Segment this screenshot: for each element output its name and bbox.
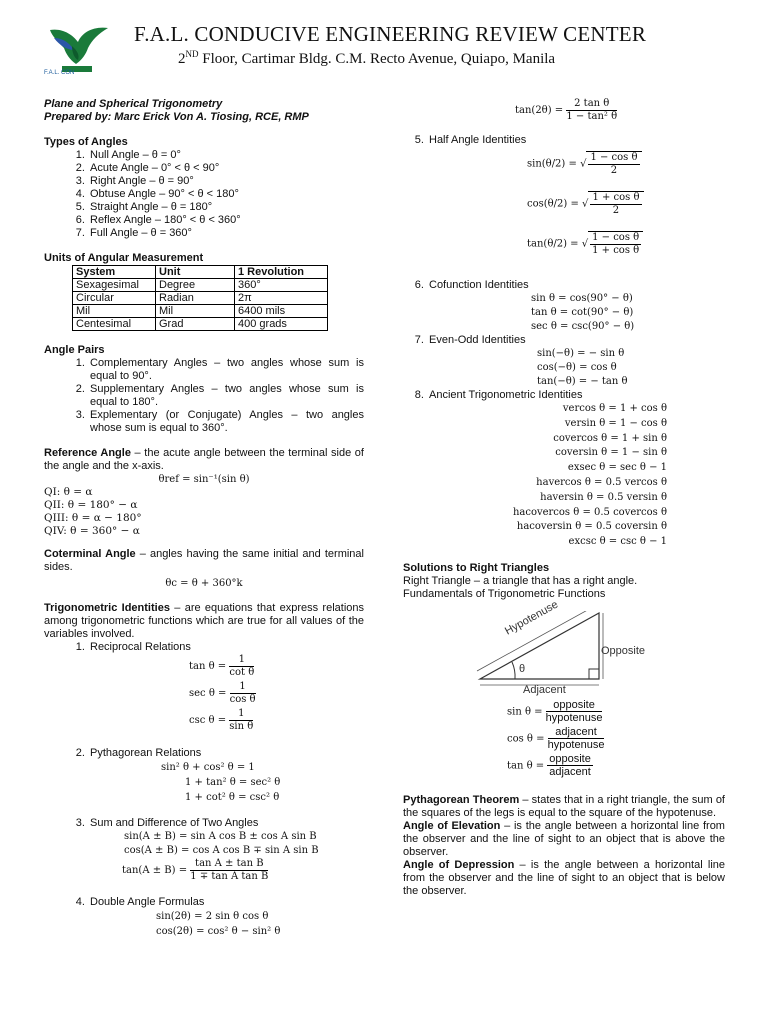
quadrant-line: QII: θ = 180° − α (44, 499, 138, 511)
ancient-line: coversin θ = 1 − sin θ (555, 447, 667, 459)
pythagorean-theorem-def (403, 794, 725, 820)
logo (42, 20, 112, 84)
table-cell: Degree (156, 279, 235, 292)
units-heading: Units of Angular Measurement (44, 252, 204, 264)
definition: – states that in a right triangle, the sum of the squares of the legs is equal to the square of the hypotenuse. (403, 793, 725, 819)
ancient-line: hacoversin θ = 0.5 coversin θ (516, 521, 667, 533)
identities-list-4 (44, 896, 364, 909)
logo-caption: F.A.L. CON (44, 70, 75, 76)
table-cell: Radian (156, 292, 235, 305)
list-item: 5. Straight Angle – θ = 180° (88, 201, 364, 214)
tan-sum-line: tan(A ± B) = $\frac{\text{tan A ± tan B}}{\text{1 ∓ tan A tan B}}$ (122, 858, 269, 882)
ancient-line: covercos θ = 1 + sin θ (553, 432, 667, 444)
list-item: 4. Double Angle Formulas (88, 896, 364, 909)
definition: – is the angle between a horizontal line from the observer and the line of sight to an object that is below the observer. (403, 858, 725, 897)
angle-elevation-def (403, 820, 725, 859)
ancient-block (427, 402, 667, 550)
address-sup: ND (185, 49, 199, 59)
list-item: 7. Even-Odd Identities (427, 334, 725, 347)
table-cell: 400 grads (235, 318, 328, 331)
even-odd-line: sin(−θ) = − sin θ (537, 348, 625, 359)
cofunction-line: sin θ = cos(90° − θ) (531, 293, 633, 304)
tan-double-line: tan(2θ) = $\frac{\text{2 tan θ}}{\text{1 − tan² θ}}$ (515, 98, 618, 122)
list-item: 1. Complementary Angles – two angles whose sum is equal to 90°. (88, 357, 364, 383)
ratio-line: tan θ = $\frac{\text{opposite}}{\text{adjacent}}$ (507, 752, 591, 778)
ancient-line: vercos θ = 1 + cos θ (562, 403, 667, 414)
list-item: 6. Reflex Angle – 180° < θ < 360° (88, 214, 364, 227)
ancient-line: haversin θ = 0.5 versin θ (540, 491, 667, 503)
cofunction-line: sec θ = csc(90° − θ) (531, 321, 635, 332)
half-angle-block (527, 151, 725, 271)
definition: – the acute angle between the terminal side of the angle and the x-axis. (44, 447, 364, 472)
ancient-line: hacovercos θ = 0.5 covercos θ (512, 506, 667, 518)
address-rest: Floor, Cartimar Bldg. C.M. Recto Avenue, Quiapo, Manila (198, 51, 556, 67)
half-angle-line: sin(θ/2) = √ $\frac{\text{1 − cos θ}}{2}$ (527, 151, 725, 191)
table-header: Unit (156, 266, 235, 279)
doc-author: Prepared by: Marc Erick Von A. Tiosing, RCE, RMP (44, 111, 309, 123)
list-item: 3. Explementary (or Conjugate) Angles – two angles whose sum is equal to 360°. (88, 409, 364, 435)
table-cell: 360° (235, 279, 328, 292)
list-item: 1. Null Angle – θ = 0° (88, 149, 364, 162)
term: Coterminal Angle (44, 548, 136, 560)
table-row (73, 279, 328, 292)
reciprocal-line: csc θ = $\frac{1}{\text{sin θ}}$ (189, 708, 254, 732)
ratio-block (507, 699, 725, 780)
term: Angle of Depression (403, 858, 515, 871)
sum-diff-line: sin(A ± B) = sin A cos B ± cos A sin B (124, 831, 317, 842)
half-angle-line: tan(θ/2) = √ $\frac{\text{1 − cos θ}}{\text{1 + cos θ}}$ (527, 231, 725, 271)
table-cell: Mil (73, 305, 156, 318)
reciprocal-line: tan θ = $\frac{1}{\text{cot θ}}$ (189, 654, 255, 678)
identities-list-8 (403, 389, 725, 402)
table-row (73, 305, 328, 318)
pythagorean-line: 1 + tan² θ = sec² θ (185, 777, 281, 788)
quadrant-line: QIV: θ = 360° − α (44, 525, 140, 537)
reference-angle-formula: θref = sin⁻¹(sin θ) (158, 474, 250, 485)
ancient-line: havercos θ = 0.5 vercos θ (536, 476, 667, 488)
right-triangles-heading: Solutions to Right Triangles (403, 561, 550, 574)
ancient-line: excsc θ = csc θ − 1 (568, 536, 667, 548)
left-column (44, 98, 364, 939)
list-item: 2. Pythagorean Relations (88, 747, 364, 760)
fundamentals-label: Fundamentals of Trigonometric Functions (403, 587, 606, 600)
term: Reference Angle (44, 447, 131, 459)
reference-angle-def (44, 447, 364, 473)
hypotenuse-label: Hypotenuse (503, 598, 561, 638)
table-cell: Centesimal (73, 318, 156, 331)
reciprocal-block (189, 654, 364, 735)
pythagorean-line: 1 + cot² θ = csc² θ (185, 792, 280, 803)
list-item: 1. Reciprocal Relations (88, 641, 364, 654)
ancient-line: versin θ = 1 − cos θ (564, 417, 667, 429)
table-cell: Grad (156, 318, 235, 331)
right-triangle-def: Right Triangle – a triangle that has a right angle. (403, 574, 638, 587)
types-list (44, 149, 364, 240)
table-row (73, 318, 328, 331)
identities-list-2 (44, 747, 364, 760)
list-item: 2. Supplementary Angles – two angles whose sum is equal to 180°. (88, 383, 364, 409)
reciprocal-line: sec θ = $\frac{1}{\text{cos θ}}$ (189, 681, 256, 705)
table-cell: 2π (235, 292, 328, 305)
pairs-heading: Angle Pairs (44, 344, 105, 356)
double-line: sin(2θ) = 2 sin θ cos θ (156, 911, 269, 922)
table-cell: Circular (73, 292, 156, 305)
table-cell: 6400 mils (235, 305, 328, 318)
identities-list-7 (403, 334, 725, 347)
pythagorean-line: sin² θ + cos² θ = 1 (161, 762, 255, 773)
list-item: 4. Obtuse Angle – 90° < θ < 180° (88, 188, 364, 201)
adjacent-label: Adjacent (523, 683, 566, 696)
term: Pythagorean Theorem (403, 793, 520, 806)
org-address (178, 49, 555, 68)
double-line: cos(2θ) = cos² θ − sin² θ (156, 926, 281, 937)
types-heading: Types of Angles (44, 136, 128, 148)
theta-label: θ (519, 662, 526, 675)
table-header: System (73, 266, 156, 279)
doc-title: Plane and Spherical Trigonometry (44, 98, 223, 110)
definition: – angles having the same initial and terminal sides. (44, 548, 364, 573)
definition: – are equations that express relations among trigonometric functions which are true for all values of the variables involved. (44, 602, 364, 640)
even-odd-line: cos(−θ) = cos θ (537, 362, 617, 373)
units-table (72, 265, 328, 331)
list-item: 6. Cofunction Identities (427, 279, 725, 292)
identities-list-1 (44, 641, 364, 654)
quadrant-line: QI: θ = α (44, 486, 93, 498)
right-triangle-diagram (403, 598, 725, 699)
list-item: 3. Sum and Difference of Two Angles (88, 817, 364, 830)
trig-identities-def (44, 602, 364, 641)
ratio-line: cos θ = $\frac{\text{adjacent}}{\text{hypotenuse}}$ (507, 725, 605, 751)
list-item: 7. Full Angle – θ = 360° (88, 227, 364, 240)
sum-diff-line: cos(A ± B) = cos A cos B ∓ sin A sin B (124, 845, 319, 856)
pairs-list (44, 357, 364, 435)
ratio-line: sin θ = $\frac{\text{opposite}}{\text{hypotenuse}}$ (507, 698, 603, 724)
identities-list-5 (403, 134, 725, 147)
term: Trigonometric Identities (44, 602, 170, 614)
cofunction-line: tan θ = cot(90° − θ) (531, 307, 634, 318)
org-name: F.A.L. CONDUCIVE ENGINEERING REVIEW CENTER (134, 22, 647, 46)
list-item: 3. Right Angle – θ = 90° (88, 175, 364, 188)
ancient-line: exsec θ = sec θ − 1 (567, 462, 667, 474)
list-item: 5. Half Angle Identities (427, 134, 725, 147)
half-angle-line: cos(θ/2) = √ $\frac{\text{1 + cos θ}}{2}$ (527, 191, 725, 231)
quadrant-line: QIII: θ = α − 180° (44, 512, 142, 524)
angle-depression-def (403, 859, 725, 898)
table-cell: Sexagesimal (73, 279, 156, 292)
address-floor: 2 (178, 51, 186, 67)
table-header: 1 Revolution (235, 266, 328, 279)
coterminal-def (44, 548, 364, 574)
list-item: 2. Acute Angle – 0° < θ < 90° (88, 162, 364, 175)
term: Angle of Elevation (403, 819, 501, 832)
coterminal-formula: θc = θ + 360°k (165, 578, 243, 589)
table-row (73, 292, 328, 305)
table-cell: Mil (156, 305, 235, 318)
identities-list-6 (403, 279, 725, 292)
definition: – is the angle between a horizontal line from the observer and the line of sight to an object that is above the observer. (403, 819, 725, 858)
list-item: 8. Ancient Trigonometric Identities (427, 389, 725, 402)
even-odd-line: tan(−θ) = − tan θ (537, 376, 628, 387)
right-column (403, 98, 725, 898)
opposite-label: Opposite (601, 644, 646, 657)
identities-list-3 (44, 817, 364, 830)
